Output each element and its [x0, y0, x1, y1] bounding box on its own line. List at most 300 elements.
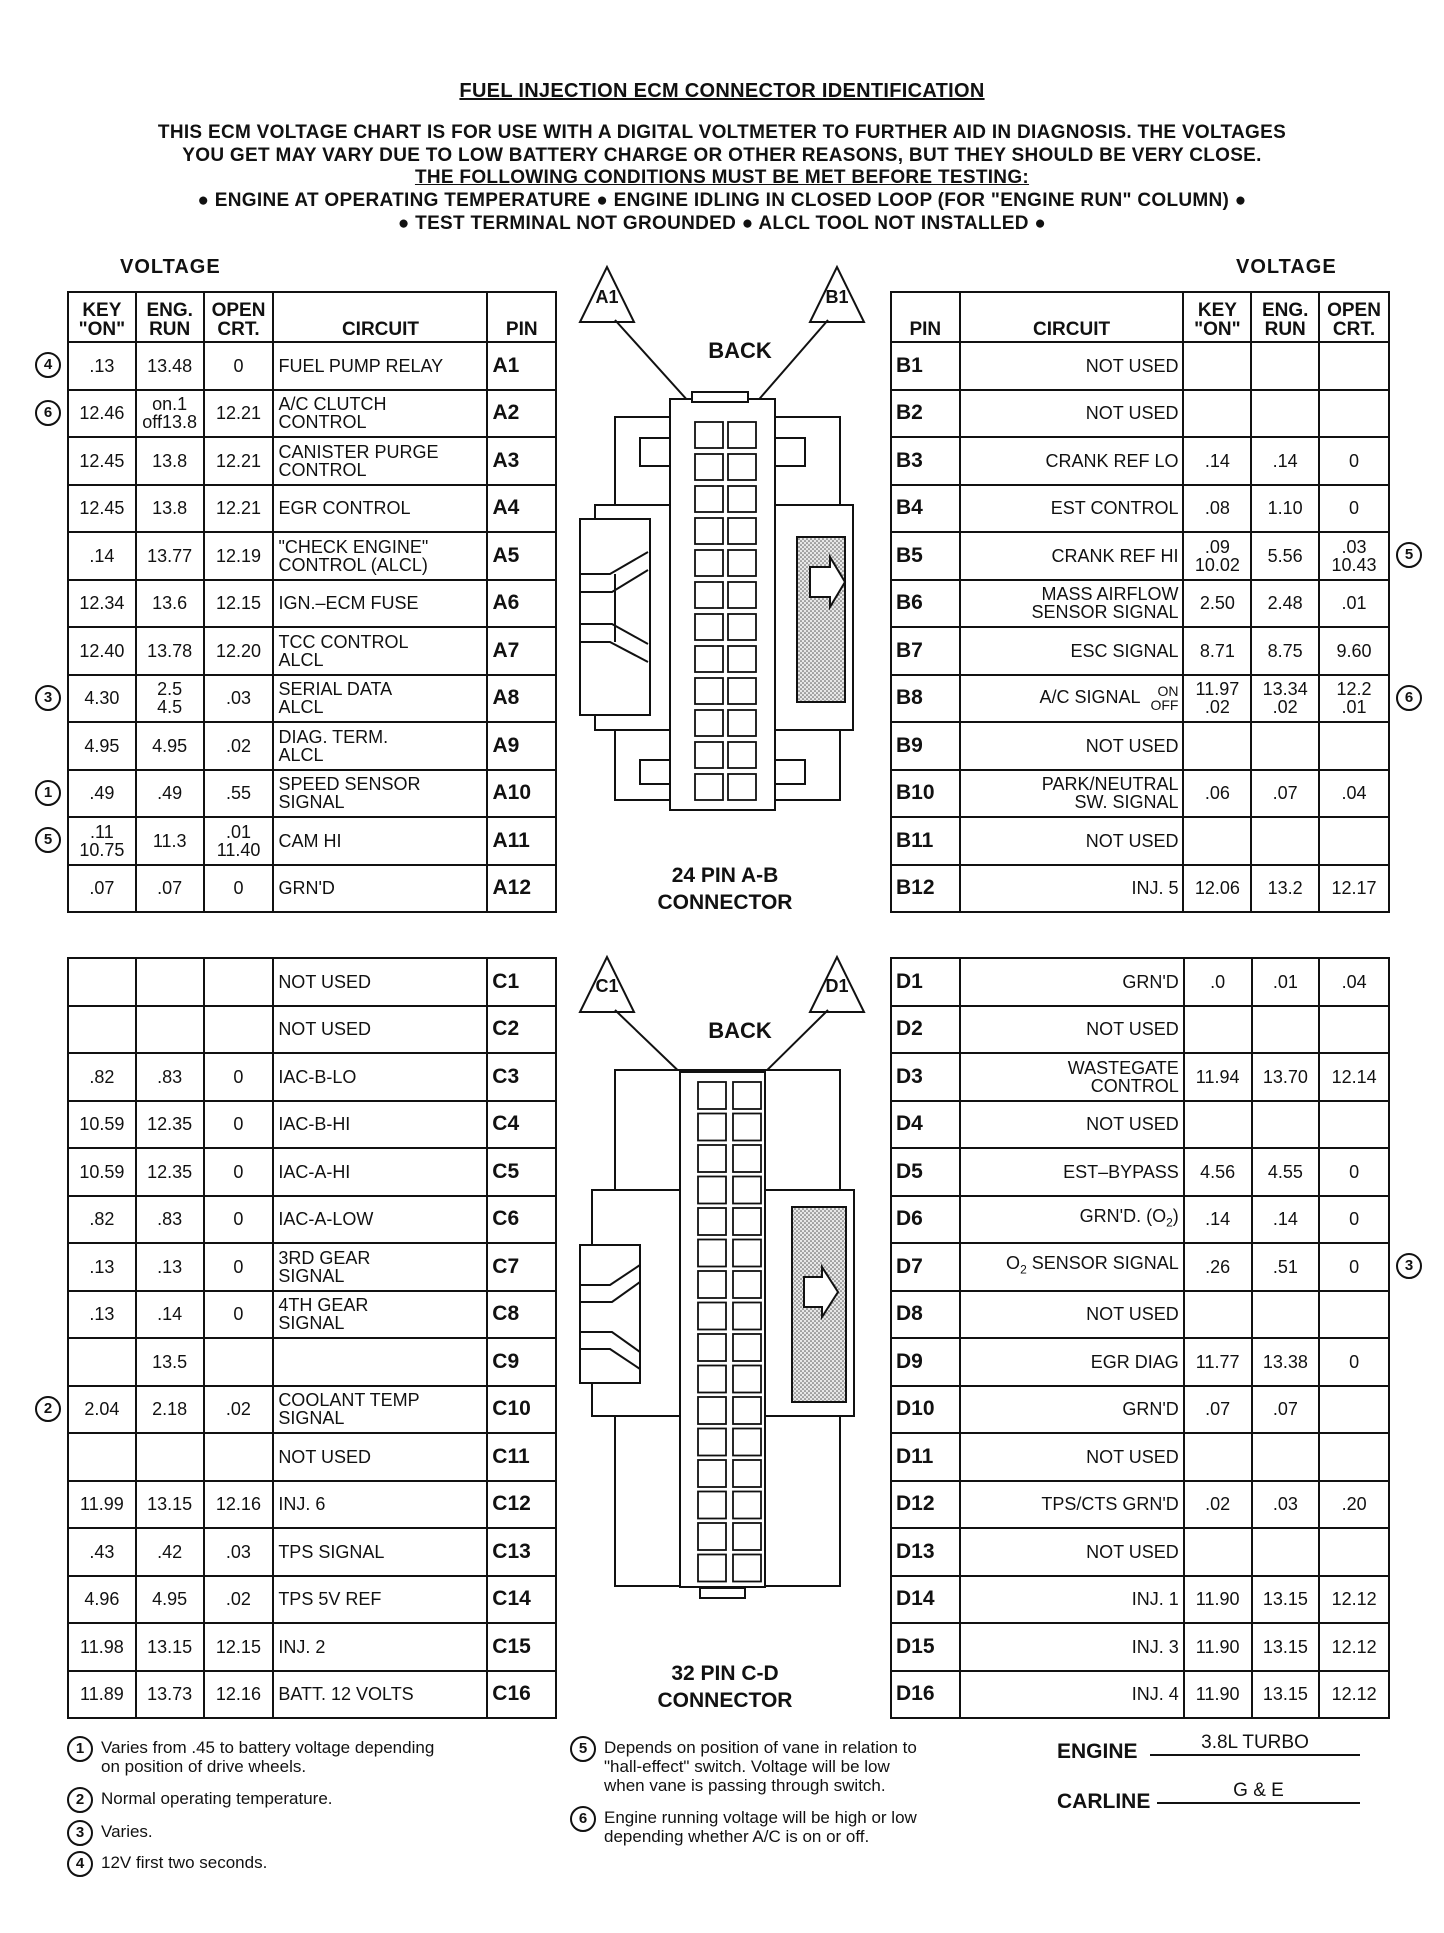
- pin-cavity: [698, 1460, 726, 1487]
- circuit-name: NOT USED: [960, 342, 1184, 390]
- eng-run-value: 12.35: [136, 1148, 204, 1196]
- conditions-bullets-2: ● TEST TERMINAL NOT GROUNDED ● ALCL TOOL NOT INSTALLED ●: [397, 213, 1047, 234]
- eng-run-value: [1251, 722, 1319, 770]
- pin-id: C8: [487, 1291, 556, 1339]
- carline-label: CARLINE: [1057, 1790, 1151, 1813]
- table-b: [890, 291, 1390, 913]
- circuit-name: PARK/NEUTRAL SW. SIGNAL: [960, 770, 1184, 818]
- table-row: [68, 1291, 556, 1339]
- eng-run-value: 8.75: [1251, 627, 1319, 675]
- key-on-value: .08: [1183, 485, 1251, 533]
- circuit-name: TPS 5V REF: [273, 1576, 487, 1624]
- key-on-value: 11.90: [1184, 1671, 1252, 1719]
- eng-run-value: [1252, 1006, 1320, 1054]
- pin-id: B12: [891, 865, 960, 913]
- table-row: [68, 865, 556, 913]
- circuit-name: TPS/CTS GRN'D: [960, 1481, 1184, 1529]
- circuit-name: NOT USED: [273, 1006, 487, 1054]
- header-circuit: CIRCUIT: [273, 292, 487, 342]
- table-row: [68, 1576, 556, 1624]
- open-crt-value: 12.14: [1319, 1053, 1389, 1101]
- open-crt-value: .02: [204, 1576, 274, 1624]
- open-crt-value: 12.16: [204, 1671, 274, 1719]
- key-on-value: 12.45: [68, 437, 136, 485]
- eng-run-value: 13.34 .02: [1251, 675, 1319, 723]
- open-crt-value: 12.19: [204, 532, 274, 580]
- circuit-name: EST CONTROL: [960, 485, 1184, 533]
- table-row: [891, 817, 1389, 865]
- footnote-marker: 6: [1396, 685, 1422, 711]
- connector-ab-label-a1: A1: [595, 287, 619, 307]
- pin-id: D5: [891, 1148, 960, 1196]
- table-row: [891, 1243, 1389, 1291]
- key-on-value: .06: [1183, 770, 1251, 818]
- key-on-value: 12.45: [68, 485, 136, 533]
- table-row: [891, 1338, 1389, 1386]
- table-row: [68, 1386, 556, 1434]
- key-on-value: [68, 1006, 136, 1054]
- table-row: [68, 1053, 556, 1101]
- key-on-value: 12.34: [68, 580, 136, 628]
- pin-id: D7: [891, 1243, 960, 1291]
- eng-run-value: 4.95: [136, 722, 204, 770]
- table-a: [67, 291, 557, 913]
- pin-id: A7: [487, 627, 556, 675]
- key-on-value: [1183, 342, 1251, 390]
- circuit-name: FUEL PUMP RELAY: [273, 342, 487, 390]
- open-crt-value: .04: [1319, 770, 1389, 818]
- circuit-name: NOT USED: [273, 958, 487, 1006]
- pin-id: D15: [891, 1623, 960, 1671]
- pin-cavity: [728, 742, 756, 768]
- eng-run-value: 13.15: [136, 1481, 204, 1529]
- circuit-name: INJ. 3: [960, 1623, 1184, 1671]
- circuit-name: INJ. 2: [273, 1623, 487, 1671]
- conditions-heading: THE FOLLOWING CONDITIONS MUST BE MET BEFORE TESTING:: [414, 167, 1030, 188]
- pin-cavity: [695, 710, 723, 736]
- open-crt-value: 12.21: [204, 437, 274, 485]
- pin-id: C13: [487, 1528, 556, 1576]
- voltage-label-right: VOLTAGE: [1236, 256, 1337, 278]
- key-on-value: .14: [68, 532, 136, 580]
- pin-cavity: [698, 1208, 726, 1235]
- open-crt-value: [204, 1338, 274, 1386]
- pin-id: B5: [891, 532, 960, 580]
- key-on-value: .09 10.02: [1183, 532, 1251, 580]
- pin-id: D3: [891, 1053, 960, 1101]
- pin-cavity: [728, 550, 756, 576]
- pin-cavity: [733, 1523, 761, 1550]
- key-on-value: .43: [68, 1528, 136, 1576]
- key-on-value: [68, 1433, 136, 1481]
- footnote-text: Depends on position of vane in relation to "hall-effect" switch. Voltage will be low when vane is passing through switch.: [604, 1738, 917, 1795]
- key-on-value: 4.30: [68, 675, 136, 723]
- header-key-on: KEY "ON": [1183, 292, 1251, 342]
- pin-id: A10: [487, 770, 556, 818]
- key-on-value: .0: [1184, 958, 1252, 1006]
- key-on-value: [1184, 1101, 1252, 1149]
- circuit-name: CRANK REF LO: [960, 437, 1184, 485]
- open-crt-value: [1319, 722, 1389, 770]
- circuit-name: 3RD GEAR SIGNAL: [273, 1243, 487, 1291]
- eng-run-value: 11.3: [136, 817, 204, 865]
- footnote-number: 2: [67, 1787, 93, 1813]
- table-row: [891, 1576, 1389, 1624]
- key-on-value: .11 10.75: [68, 817, 136, 865]
- open-crt-value: .01 11.40: [204, 817, 274, 865]
- table-row: [68, 390, 556, 438]
- circuit-name: NOT USED: [960, 1528, 1184, 1576]
- key-on-value: [1184, 1433, 1252, 1481]
- key-on-value: [1183, 722, 1251, 770]
- footnote-marker: 6: [35, 400, 61, 426]
- header-pin: PIN: [891, 292, 960, 342]
- footnote: [570, 1738, 917, 1795]
- table-row: [891, 675, 1389, 723]
- pin-cavity: [728, 518, 756, 544]
- eng-run-value: 12.35: [136, 1101, 204, 1149]
- connector-cd-label-d1: D1: [825, 976, 849, 996]
- page-title: FUEL INJECTION ECM CONNECTOR IDENTIFICATION: [459, 80, 985, 102]
- table-row: [68, 1623, 556, 1671]
- pin-cavity: [695, 582, 723, 608]
- key-on-value: 11.77: [1184, 1338, 1252, 1386]
- circuit-name: BATT. 12 VOLTS: [273, 1671, 487, 1719]
- eng-run-value: [1252, 1101, 1320, 1149]
- table-row: [68, 532, 556, 580]
- footnote-number: 1: [67, 1736, 93, 1762]
- pin-id: B4: [891, 485, 960, 533]
- key-on-value: 11.89: [68, 1671, 136, 1719]
- pin-cavity: [733, 1303, 761, 1330]
- open-crt-value: .03: [204, 675, 274, 723]
- open-crt-value: 12.21: [204, 485, 274, 533]
- pin-id: A3: [487, 437, 556, 485]
- open-crt-value: [204, 1433, 274, 1481]
- circuit-name: CRANK REF HI: [960, 532, 1184, 580]
- circuit-name: NOT USED: [960, 817, 1184, 865]
- pin-cavity: [728, 678, 756, 704]
- eng-run-value: [136, 1006, 204, 1054]
- table-row: [891, 342, 1389, 390]
- open-crt-value: [1319, 1291, 1389, 1339]
- pin-cavity: [733, 1240, 761, 1267]
- pin-id: D6: [891, 1196, 960, 1244]
- pin-id: A2: [487, 390, 556, 438]
- eng-run-value: .07: [1251, 770, 1319, 818]
- pin-cavity: [698, 1114, 726, 1141]
- pin-cavity: [733, 1082, 761, 1109]
- circuit-name: SPEED SENSOR SIGNAL: [273, 770, 487, 818]
- table-row: [891, 1433, 1389, 1481]
- pin-id: C12: [487, 1481, 556, 1529]
- pin-cavity: [728, 486, 756, 512]
- pin-id: D11: [891, 1433, 960, 1481]
- key-on-value: 10.59: [68, 1148, 136, 1196]
- open-crt-value: .03: [204, 1528, 274, 1576]
- pin-id: B10: [891, 770, 960, 818]
- pin-cavity: [698, 1082, 726, 1109]
- header-key-on: KEY "ON": [68, 292, 136, 342]
- pin-cavity: [698, 1145, 726, 1172]
- footnote: [67, 1853, 267, 1872]
- circuit-name: IAC-A-LOW: [273, 1196, 487, 1244]
- footnote-text: Varies from .45 to battery voltage depending on position of drive wheels.: [101, 1738, 435, 1776]
- pin-id: B6: [891, 580, 960, 628]
- circuit-name: NOT USED: [960, 1433, 1184, 1481]
- pin-id: A12: [487, 865, 556, 913]
- pin-id: D10: [891, 1386, 960, 1434]
- eng-run-value: 13.15: [1252, 1671, 1320, 1719]
- footnote-marker: 1: [35, 780, 61, 806]
- open-crt-value: 0: [1319, 485, 1389, 533]
- footnote-number: 4: [67, 1851, 93, 1877]
- table-row: [891, 1481, 1389, 1529]
- footnote: [570, 1808, 917, 1846]
- circuit-name: SERIAL DATA ALCL: [273, 675, 487, 723]
- pin-id: B9: [891, 722, 960, 770]
- open-crt-value: .01: [1319, 580, 1389, 628]
- open-crt-value: 0: [1319, 1243, 1389, 1291]
- pin-cavity: [695, 454, 723, 480]
- table-row: [68, 958, 556, 1006]
- pin-cavity: [695, 422, 723, 448]
- pin-id: C4: [487, 1101, 556, 1149]
- connector-ab-back-label: BACK: [708, 338, 772, 363]
- eng-run-value: [136, 1433, 204, 1481]
- circuit-name: EGR CONTROL: [273, 485, 487, 533]
- table-row: [68, 1006, 556, 1054]
- circuit-name: IAC-A-HI: [273, 1148, 487, 1196]
- table-row: [891, 485, 1389, 533]
- key-on-value: [1183, 390, 1251, 438]
- pin-id: C5: [487, 1148, 556, 1196]
- pin-cavity: [728, 582, 756, 608]
- pin-cavity: [695, 518, 723, 544]
- eng-run-value: .07: [1252, 1386, 1320, 1434]
- table-row: [891, 1623, 1389, 1671]
- open-crt-value: 0: [1319, 437, 1389, 485]
- open-crt-value: 0: [204, 1243, 274, 1291]
- table-row: [891, 532, 1389, 580]
- pin-cavity: [728, 454, 756, 480]
- open-crt-value: 0: [204, 342, 274, 390]
- header-pin: PIN: [487, 292, 556, 342]
- pin-cavity: [698, 1523, 726, 1550]
- circuit-name: GRN'D: [960, 958, 1184, 1006]
- key-on-value: .13: [68, 342, 136, 390]
- key-on-value: 11.90: [1184, 1623, 1252, 1671]
- table-row: [68, 342, 556, 390]
- pin-id: C7: [487, 1243, 556, 1291]
- pin-cavity: [728, 422, 756, 448]
- table-row: [68, 1338, 556, 1386]
- open-crt-value: [1319, 1433, 1389, 1481]
- key-on-value: .13: [68, 1291, 136, 1339]
- eng-run-value: 13.15: [1252, 1623, 1320, 1671]
- pin-id: A5: [487, 532, 556, 580]
- open-crt-value: 12.21: [204, 390, 274, 438]
- pin-id: C11: [487, 1433, 556, 1481]
- eng-run-value: .14: [1251, 437, 1319, 485]
- key-on-value: .07: [1184, 1386, 1252, 1434]
- table-row: [891, 437, 1389, 485]
- footnote-number: 6: [570, 1806, 596, 1832]
- eng-run-value: 13.6: [136, 580, 204, 628]
- pin-cavity: [733, 1208, 761, 1235]
- circuit-name: TCC CONTROL ALCL: [273, 627, 487, 675]
- open-crt-value: 0: [204, 1101, 274, 1149]
- pin-id: C9: [487, 1338, 556, 1386]
- key-on-value: 2.04: [68, 1386, 136, 1434]
- open-crt-value: .20: [1319, 1481, 1389, 1529]
- key-on-value: .26: [1184, 1243, 1252, 1291]
- table-row: [68, 675, 556, 723]
- open-crt-value: .04: [1319, 958, 1389, 1006]
- key-on-value: 4.56: [1184, 1148, 1252, 1196]
- open-crt-value: 12.2 .01: [1319, 675, 1389, 723]
- pin-cavity: [695, 646, 723, 672]
- open-crt-value: 0: [204, 865, 274, 913]
- connector-cd-diagram: [570, 952, 880, 1712]
- eng-run-value: [1251, 390, 1319, 438]
- eng-run-value: [136, 958, 204, 1006]
- circuit-name: NOT USED: [960, 1291, 1184, 1339]
- circuit-name: IAC-B-LO: [273, 1053, 487, 1101]
- eng-run-value: .13: [136, 1243, 204, 1291]
- pin-id: C16: [487, 1671, 556, 1719]
- pin-cavity: [698, 1303, 726, 1330]
- table-row: [891, 1291, 1389, 1339]
- eng-run-value: 13.73: [136, 1671, 204, 1719]
- key-on-value: 2.50: [1183, 580, 1251, 628]
- open-crt-value: 12.12: [1319, 1576, 1389, 1624]
- open-crt-value: [204, 958, 274, 1006]
- pin-id: A8: [487, 675, 556, 723]
- key-on-value: 12.40: [68, 627, 136, 675]
- circuit-name: NOT USED: [273, 1433, 487, 1481]
- table-row: [891, 580, 1389, 628]
- circuit-name: CAM HI: [273, 817, 487, 865]
- pin-cavity: [733, 1271, 761, 1298]
- table-row: [68, 1148, 556, 1196]
- eng-run-value: .14: [136, 1291, 204, 1339]
- open-crt-value: [1319, 342, 1389, 390]
- key-on-value: 11.90: [1184, 1576, 1252, 1624]
- footnote-text: Engine running voltage will be high or low depending whether A/C is on or off.: [604, 1808, 917, 1846]
- eng-run-value: 2.18: [136, 1386, 204, 1434]
- key-on-value: 11.94: [1184, 1053, 1252, 1101]
- pin-cavity: [728, 774, 756, 800]
- pin-cavity: [695, 614, 723, 640]
- eng-run-value: 1.10: [1251, 485, 1319, 533]
- table-a-header: [68, 292, 556, 342]
- pin-id: A6: [487, 580, 556, 628]
- pin-cavity: [698, 1334, 726, 1361]
- pin-cavity: [733, 1145, 761, 1172]
- pin-id: C15: [487, 1623, 556, 1671]
- eng-run-value: 13.15: [136, 1623, 204, 1671]
- pin-cavity: [733, 1460, 761, 1487]
- table-row: [891, 1006, 1389, 1054]
- pin-id: D4: [891, 1101, 960, 1149]
- eng-run-value: .51: [1252, 1243, 1320, 1291]
- eng-run-value: 13.8: [136, 485, 204, 533]
- pin-cavity: [728, 710, 756, 736]
- circuit-name: NOT USED: [960, 390, 1184, 438]
- circuit-name: EST–BYPASS: [960, 1148, 1184, 1196]
- table-row: [891, 958, 1389, 1006]
- eng-run-value: .14: [1252, 1196, 1320, 1244]
- pin-id: D8: [891, 1291, 960, 1339]
- eng-run-value: [1252, 1433, 1320, 1481]
- key-on-value: .14: [1183, 437, 1251, 485]
- key-on-value: .14: [1184, 1196, 1252, 1244]
- table-row: [891, 1053, 1389, 1101]
- connector-cd-label-c1: C1: [595, 976, 619, 996]
- key-on-value: .82: [68, 1053, 136, 1101]
- open-crt-value: 0: [204, 1291, 274, 1339]
- key-on-value: 11.99: [68, 1481, 136, 1529]
- table-row: [891, 1528, 1389, 1576]
- table-row: [68, 1243, 556, 1291]
- table-row: [68, 485, 556, 533]
- eng-run-value: 4.95: [136, 1576, 204, 1624]
- pin-id: D9: [891, 1338, 960, 1386]
- pin-id: D16: [891, 1671, 960, 1719]
- footnote: [67, 1789, 333, 1808]
- table-row: [68, 627, 556, 675]
- header-open-crt: OPEN CRT.: [204, 292, 274, 342]
- pin-cavity: [695, 678, 723, 704]
- circuit-name: NOT USED: [960, 1006, 1184, 1054]
- open-crt-value: 0: [1319, 1338, 1389, 1386]
- footnote-marker: 2: [35, 1396, 61, 1422]
- footnote-number: 3: [67, 1820, 93, 1846]
- key-on-value: .13: [68, 1243, 136, 1291]
- footnote-text: Normal operating temperature.: [101, 1789, 333, 1808]
- pin-id: B8: [891, 675, 960, 723]
- table-row: [68, 1528, 556, 1576]
- open-crt-value: [1319, 1528, 1389, 1576]
- key-on-value: 11.97 .02: [1183, 675, 1251, 723]
- key-on-value: 10.59: [68, 1101, 136, 1149]
- pin-cavity: [698, 1555, 726, 1582]
- table-row: [68, 1481, 556, 1529]
- table-row: [68, 1101, 556, 1149]
- pin-cavity: [695, 486, 723, 512]
- open-crt-value: 0: [1319, 1196, 1389, 1244]
- open-crt-value: 12.16: [204, 1481, 274, 1529]
- key-on-value: .07: [68, 865, 136, 913]
- footnote-number: 5: [570, 1736, 596, 1762]
- eng-run-value: 2.5 4.5: [136, 675, 204, 723]
- circuit-name: $O_2$ SENSOR SIGNAL: [960, 1243, 1184, 1291]
- pin-cavity: [698, 1397, 726, 1424]
- header-eng-run: ENG. RUN: [136, 292, 204, 342]
- circuit-name: A/C SIGNAL: [1039, 687, 1141, 707]
- eng-run-value: 13.48: [136, 342, 204, 390]
- open-crt-value: 12.17: [1319, 865, 1389, 913]
- table-row: [68, 437, 556, 485]
- footnote-marker: 3: [1396, 1253, 1422, 1279]
- pin-id: D12: [891, 1481, 960, 1529]
- open-crt-value: 12.15: [204, 580, 274, 628]
- pin-cavity: [728, 614, 756, 640]
- pin-id: C1: [487, 958, 556, 1006]
- circuit-name: INJ. 5: [960, 865, 1184, 913]
- eng-run-value: .07: [136, 865, 204, 913]
